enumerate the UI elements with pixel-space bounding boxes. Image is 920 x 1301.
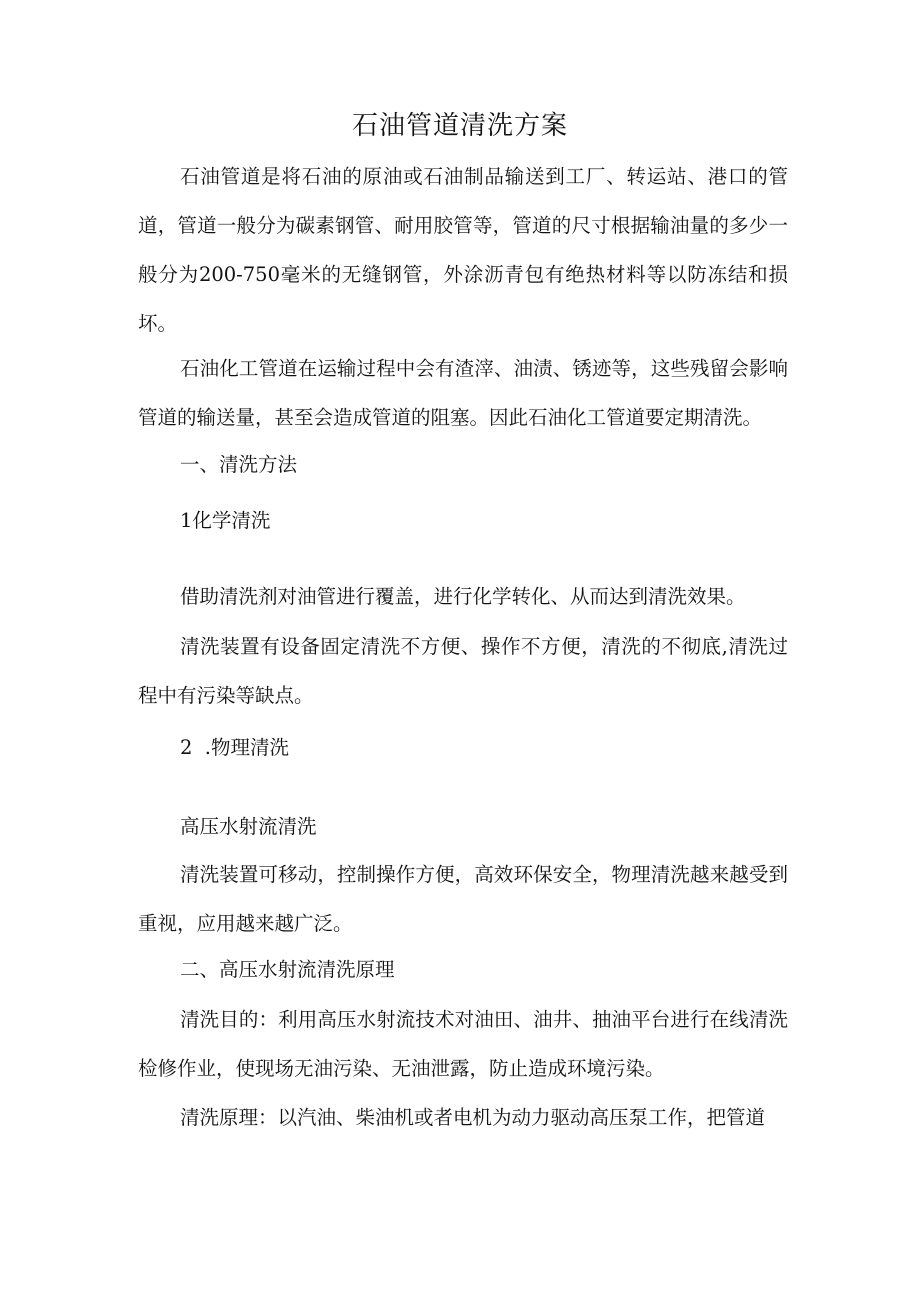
section-heading-principle: 二、高压水射流清洗原理 bbox=[180, 958, 395, 981]
paragraph-residue: 石油化工管道在运输过程中会有渣滓、油渍、锈迹等，这些残留会影响管道的输送量，甚至会造成管道的阻塞。因此石油化工管道要定期清洗。 bbox=[138, 357, 788, 429]
document-title: 石油管道清洗方案 bbox=[351, 111, 568, 141]
section-heading-cleaning-methods: 一、清洗方法 bbox=[180, 453, 298, 476]
subsection-heading-chemical: 1化学清洗 bbox=[180, 509, 271, 532]
paragraph-intro: 石油管道是将石油的原油或石油制品输送到工厂、转运站、港口的管道，管道一般分为碳素钢管、耐用胶管等，管道的尺寸根据输油量的多少一般分为200-750毫米的无缝钢管，外涂沥青包有绝热材料等以防冻结和损坏。 bbox=[138, 165, 788, 335]
paragraph-chemical-method: 借助清洗剂对油管进行覆盖，进行化学转化、从而达到清洗效果。 bbox=[180, 585, 746, 608]
paragraph-cleaning-purpose: 清洗目的：利用高压水射流技术对油田、油井、抽油平台进行在线清洗检修作业，使现场无油污染、无油泄露，防止造成环境污染。 bbox=[138, 1008, 788, 1080]
paragraph-physical-advantages: 清洗装置可移动，控制操作方便，高效环保安全，物理清洗越来越受到重视，应用越来越广泛。 bbox=[138, 863, 788, 935]
subsection-label-water-jet: 高压水射流清洗 bbox=[180, 815, 317, 838]
subsection-heading-physical: 2 .物理清洗 bbox=[180, 736, 290, 759]
paragraph-cleaning-principle: 清洗原理：以汽油、柴油机或者电机为动力驱动高压泵工作，把管道 bbox=[180, 1106, 766, 1129]
paragraph-chemical-drawbacks: 清洗装置有设备固定清洗不方便、操作不方便，清洗的不彻底,清洗过程中有污染等缺点。 bbox=[138, 635, 788, 707]
